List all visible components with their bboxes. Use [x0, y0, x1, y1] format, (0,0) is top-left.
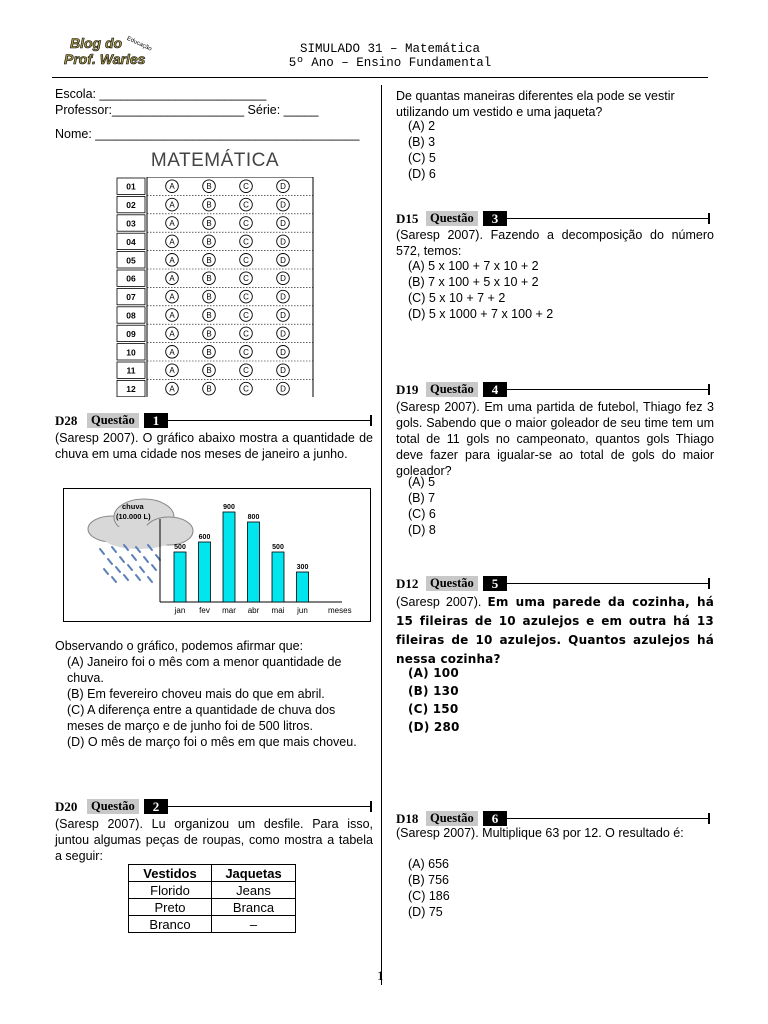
question-6-option-d[interactable]: (D) 75 [408, 905, 443, 919]
bar-jun [297, 572, 309, 602]
question-2-bar [55, 799, 373, 815]
answer-bubble-letter: C [243, 384, 249, 394]
question-5-source: (Saresp 2007). [396, 595, 488, 609]
question-2-continuation: De quantas maneiras diferentes ela pode se vestir utilizando um vestido e uma jaqueta? [396, 89, 675, 119]
category-label: mai [271, 606, 285, 615]
question-1-bar [55, 413, 373, 429]
question-3-label: Questão [426, 211, 478, 226]
table-header-vestidos: Vestidos [129, 865, 212, 882]
answer-row-number: 06 [126, 273, 136, 284]
answer-bubble-letter: D [280, 255, 286, 265]
rain-drop [100, 549, 104, 554]
bar-value-label: 500 [174, 544, 186, 551]
answer-row-number: 05 [126, 255, 136, 266]
question-5-label: Questão [426, 576, 478, 591]
answer-bubble-letter: C [243, 274, 249, 284]
answer-bubble-letter: B [206, 274, 212, 284]
document-title [230, 42, 550, 70]
answer-row-number: 07 [126, 292, 136, 303]
answer-bubble-letter: B [206, 200, 212, 210]
answer-sheet-title: MATEMÁTICA [150, 150, 280, 171]
rain-drop [148, 577, 152, 582]
answer-bubble-letter: D [280, 311, 286, 320]
answer-bubble-letter: C [243, 347, 249, 357]
answer-bubble-letter: D [280, 329, 286, 339]
bar-value-label: 900 [223, 504, 235, 511]
answer-bubble-letter: A [169, 292, 175, 302]
answer-bubble-letter: B [206, 292, 212, 302]
question-1-number: 1 [144, 413, 168, 428]
blog-logo [62, 32, 158, 72]
title-line-1: SIMULADO 31 – Matemática [299, 42, 481, 56]
question-3-number: 3 [483, 211, 507, 226]
question-4-number: 4 [483, 382, 507, 397]
question-3-code: D15 [396, 211, 419, 226]
question-2-code: D20 [55, 799, 78, 814]
answer-bubble-letter: A [169, 366, 175, 376]
question-4-option-d[interactable]: (D) 8 [408, 523, 436, 537]
answer-bubble-letter: C [243, 366, 249, 376]
answer-bubble-letter: B [206, 329, 212, 339]
question-1-option-d[interactable]: (D) O mês de março foi o mês em que mais choveu. [67, 735, 357, 749]
answer-row-number: 04 [126, 236, 136, 247]
answer-bubble-letter: A [169, 311, 175, 320]
question-2-text: (Saresp 2007). Lu organizou um desfile. Para isso, juntou algumas peças de roupas, como mostra a tabela a seguir: [55, 817, 373, 863]
rain-drop [152, 565, 156, 570]
answer-row-number: 03 [126, 218, 136, 229]
rain-drop [132, 555, 136, 560]
rain-drop [124, 575, 128, 580]
question-1-option-c[interactable]: (C) A diferença entre a quantidade de chuva dos meses de março e de junho foi de 500 litros. [67, 703, 336, 733]
table-row: Preto Branca [129, 899, 296, 916]
bar-jan [174, 552, 186, 602]
question-2-options [408, 118, 708, 182]
answer-bubble-letter: A [169, 384, 175, 394]
answer-row-number: 02 [126, 200, 136, 211]
page-number: 1 [377, 968, 384, 983]
question-5-code: D12 [396, 576, 419, 591]
answer-row-number: 11 [126, 365, 136, 376]
question-4-label: Questão [426, 382, 478, 397]
answer-bubble-letter: D [280, 274, 286, 284]
rain-chart [63, 488, 371, 622]
answer-row-number: 09 [126, 328, 136, 339]
question-6-options [408, 856, 708, 920]
rain-drop [116, 567, 120, 572]
logo-text-1: Blog do [70, 35, 123, 51]
question-2-option-c[interactable]: (C) 5 [408, 151, 436, 165]
question-6-option-a[interactable]: (A) 656 [408, 857, 449, 871]
cloud-label-1: chuva [122, 502, 144, 511]
question-6-code: D18 [396, 811, 419, 826]
question-2-option-b[interactable]: (B) 3 [408, 135, 436, 149]
cloud-label-2: (10.000 L) [116, 512, 151, 521]
logo-text-3: Educação [125, 35, 153, 53]
bar-abr [248, 522, 260, 602]
answer-bubble-letter: C [243, 329, 249, 339]
question-6-option-b[interactable]: (B) 756 [408, 873, 449, 887]
category-label: fev [199, 606, 210, 615]
answer-bubble-letter: B [206, 347, 212, 357]
category-label: jun [297, 606, 308, 615]
answer-bubble-letter: A [169, 200, 175, 210]
answer-row-number: 12 [126, 384, 136, 395]
question-3-bar [396, 211, 714, 227]
question-4-code: D19 [396, 382, 419, 397]
question-5-option-a[interactable]: (A) 100 [408, 666, 459, 680]
answer-bubble-letter: A [169, 255, 175, 265]
answer-bubble-letter: D [280, 200, 286, 210]
question-6-text: (Saresp 2007). Multiplique 63 por 12. O resultado é: [396, 826, 684, 840]
question-3-option-a[interactable]: (A) 5 x 100 + 7 x 10 + 2 [408, 259, 539, 273]
answer-bubble-letter: B [206, 219, 212, 228]
question-5-statement: Em uma parede da cozinha, há 15 fileiras de 10 azulejos e em outra há 13 fileiras de 10 azulejos. Quantos azulejos há nessa cozinha? [396, 595, 714, 666]
category-label: abr [247, 606, 260, 615]
answer-bubble-letter: A [169, 347, 175, 357]
answer-bubble-letter: C [243, 182, 249, 192]
title-line-2: 5º Ano – Ensino Fundamental [288, 56, 492, 70]
bar-value-label: 300 [296, 564, 309, 571]
question-3-option-c[interactable]: (C) 5 x 10 + 7 + 2 [408, 291, 506, 305]
answer-bubble-letter: D [280, 292, 286, 302]
question-2-option-a[interactable]: (A) 2 [408, 119, 436, 133]
answer-bubble-letter: C [243, 237, 249, 247]
answer-bubble-letter: D [280, 384, 286, 394]
question-4-bar [396, 382, 714, 398]
table-row: Florido Jeans [129, 882, 296, 899]
answer-bubble-letter: B [206, 255, 212, 265]
bar-value-label: 800 [247, 514, 260, 521]
question-4-options [408, 474, 708, 538]
question-5-text [396, 593, 714, 669]
answer-bubble-letter: C [243, 200, 249, 210]
table-header-jaquetas: Jaquetas [212, 865, 296, 882]
question-1-option-b[interactable]: (B) Em fevereiro choveu mais do que em abril. [67, 687, 325, 701]
bars [174, 504, 309, 615]
question-5-option-b[interactable]: (B) 130 [408, 684, 459, 698]
question-1-text: (Saresp 2007). O gráfico abaixo mostra a quantidade de chuva em uma cidade nos meses de janeiro a junho. [55, 431, 373, 461]
answer-bubble-letter: B [206, 366, 212, 376]
table-row: Branco – [129, 916, 296, 933]
answer-bubble-letter: D [280, 219, 286, 228]
answer-bubble-letter: C [243, 219, 249, 228]
school-field[interactable]: Escola: ________________________ [55, 87, 267, 101]
rain-drop [136, 575, 140, 580]
chart-canvas [64, 489, 370, 621]
rain-drop [112, 577, 116, 582]
answer-bubble-letter: D [280, 182, 286, 192]
question-5-option-d[interactable]: (D) 280 [408, 720, 460, 734]
answer-bubble-letter: C [243, 311, 249, 320]
question-2-label: Questão [87, 799, 139, 814]
column-divider [381, 85, 382, 985]
question-4-text: (Saresp 2007). Em uma partida de futebol, Thiago fez 3 gols. Sabendo que o maior goleador de seu time tem um total de 11 gols no campeonato, quantos gols Thiago deve fazer para igualar-se ao total de gols do maior goleador? [396, 400, 714, 478]
rain-drop [140, 567, 144, 572]
answer-bubble-letter: A [169, 219, 175, 228]
question-6-label: Questão [426, 811, 478, 826]
question-1-options [67, 654, 373, 750]
answer-bubble-letter: D [280, 347, 286, 357]
category-label: jan [174, 606, 186, 615]
question-1-code: D28 [55, 413, 78, 428]
answer-bubble-letter: C [243, 292, 249, 302]
rain-drops [100, 545, 160, 582]
question-1-prompt: Observando o gráfico, podemos afirmar que: [55, 639, 304, 653]
answer-bubble-letter: D [280, 237, 286, 247]
question-1-option-a[interactable]: (A) Janeiro foi o mês com a menor quantidade de chuva. [67, 655, 342, 685]
rain-drop [108, 559, 112, 564]
answer-bubble-letter: A [169, 329, 175, 339]
answer-bubble-letter: A [169, 274, 175, 284]
teacher-field[interactable]: Professor:___________________ Série: _____ [55, 103, 319, 117]
answer-row-number: 08 [126, 310, 136, 321]
bar-value-label: 600 [198, 534, 211, 541]
rain-drop [156, 555, 160, 560]
question-5-bar [396, 576, 714, 592]
question-4-option-c[interactable]: (C) 6 [408, 507, 436, 521]
bar-fev [199, 542, 211, 602]
answer-grid[interactable] [115, 177, 315, 397]
answer-bubble-letter: C [243, 255, 249, 265]
student-form [55, 86, 375, 142]
question-5-option-c[interactable]: (C) 150 [408, 702, 459, 716]
answer-bubble-letter: A [169, 237, 175, 247]
bar-mai [272, 552, 284, 602]
answer-bubble-letter: D [280, 366, 286, 376]
rain-drop [128, 565, 132, 570]
question-3-options [408, 258, 708, 322]
answer-bubble-letter: B [206, 237, 212, 247]
outfit-table [128, 864, 296, 933]
question-2-option-d[interactable]: (D) 6 [408, 167, 436, 181]
answer-row-number: 01 [126, 181, 136, 192]
bar-mar [223, 512, 235, 602]
category-label: mar [222, 606, 236, 615]
question-3-option-d[interactable]: (D) 5 x 1000 + 7 x 100 + 2 [408, 307, 554, 321]
rain-drop [104, 569, 108, 574]
question-1-label: Questão [87, 413, 139, 428]
question-2-number: 2 [144, 799, 168, 814]
answer-sheet [115, 177, 315, 400]
header-divider [52, 77, 708, 78]
answer-bubble-letter: A [169, 182, 175, 192]
rain-drop [120, 557, 124, 562]
question-3-text: (Saresp 2007). Fazendo a decomposição do número 572, temos: [396, 228, 714, 258]
question-5-number: 5 [483, 576, 507, 591]
question-5-options [408, 664, 708, 736]
question-3-option-b[interactable]: (B) 7 x 100 + 5 x 10 + 2 [408, 275, 539, 289]
question-4-option-b[interactable]: (B) 7 [408, 491, 436, 505]
question-6-number: 6 [483, 811, 507, 826]
answer-bubble-letter: B [206, 311, 212, 320]
name-field[interactable]: Nome: ______________________________________ [55, 127, 360, 141]
logo-text-2: Prof. Warles [64, 51, 146, 67]
rain-drop [112, 547, 116, 552]
question-6-option-c[interactable]: (C) 186 [408, 889, 450, 903]
rain-drop [144, 557, 148, 562]
answer-row-number: 10 [126, 347, 136, 358]
answer-bubble-letter: B [206, 182, 212, 192]
question-4-option-a[interactable]: (A) 5 [408, 475, 436, 489]
answer-bubble-letter: B [206, 384, 212, 394]
bar-value-label: 500 [272, 544, 284, 551]
x-axis-label: meses [328, 606, 352, 615]
